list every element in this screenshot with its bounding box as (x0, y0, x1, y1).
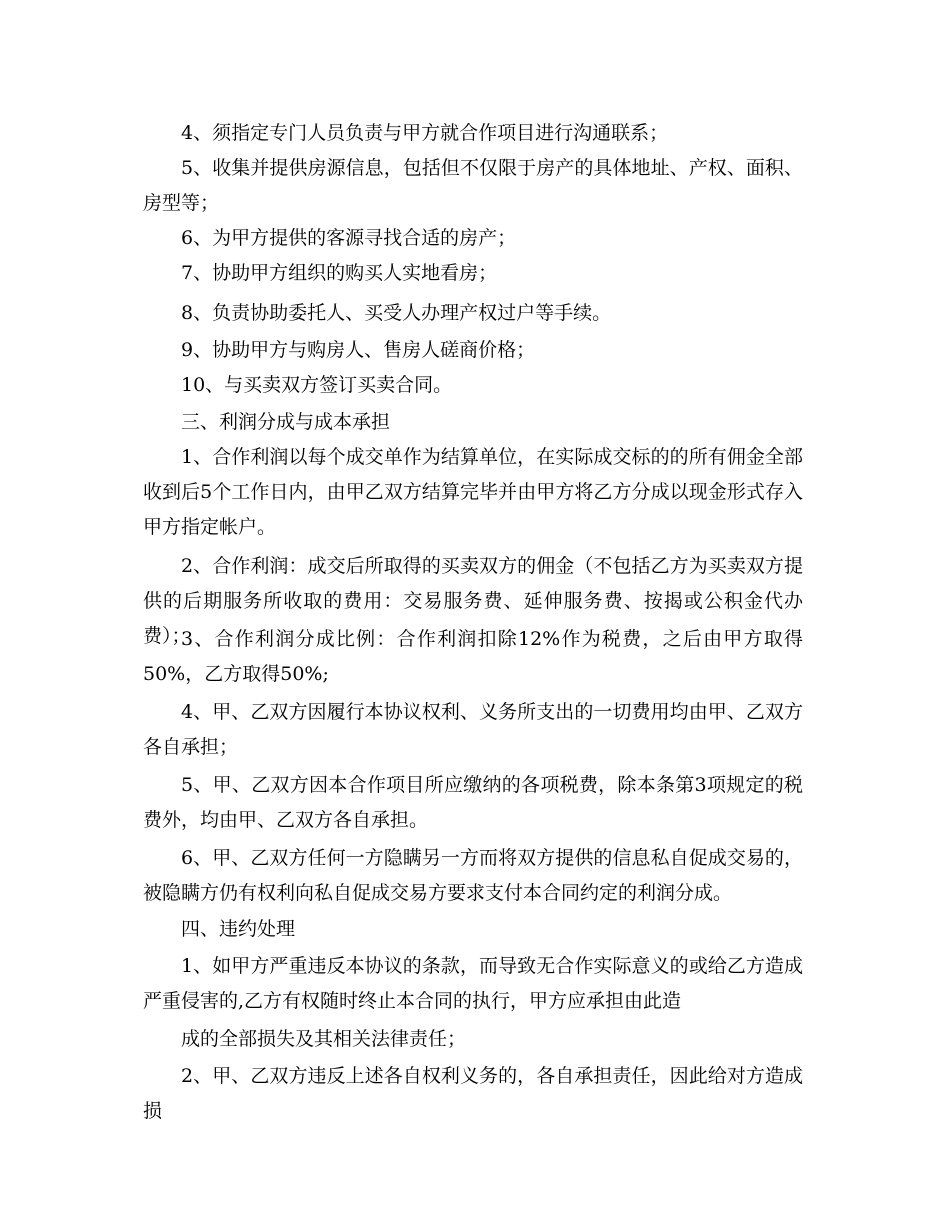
paragraph-item-6: 6、为甲方提供的客源寻找合适的房产； (181, 227, 517, 249)
paragraph-item-8: 8、负责协助委托人、买受人办理产权过户等手续。 (181, 302, 612, 324)
profit-clause-4: 4、甲、乙双方因履行本协议权利、义务所支出的一切费用均由甲、乙双方各自承担； (143, 701, 803, 758)
paragraph-item-4: 4、须指定专门人员负责与甲方就合作项目进行沟通联系； (181, 122, 669, 144)
profit-clause-5: 5、甲、乙双方因本合作项目所应缴纳的各项税费，除本条第3项规定的税费外，均由甲、乙双方各自承担。 (143, 774, 803, 831)
profit-clause-1: 1、合作利润以每个成交单作为结算单位，在实际成交标的的所有佣金全部收到后5个工作日内，由甲乙双方结算完毕并由甲方将乙方分成以现金形式存入甲方指定帐户。 (143, 446, 803, 538)
breach-clause-2: 2、甲、乙双方违反上述各自权利义务的，各自承担责任，因此给对方造成损 (143, 1065, 803, 1122)
profit-clause-2: 2、合作利润：成交后所取得的买卖双方的佣金（不包括乙方为买卖双方提供的后期服务所收取的费用：交易服务费、延伸服务费、按揭或公积金代办费）； (143, 555, 803, 647)
section-heading-breach: 四、违约处理 (181, 918, 296, 940)
profit-clause-6: 6、甲、乙双方任何一方隐瞒另一方而将双方提供的信息私自促成交易的，被隐瞒方仍有权利向私自促成交易方要求支付本合同约定的利润分成。 (143, 847, 803, 904)
section-heading-profit: 三、利润分成与成本承担 (181, 411, 391, 433)
breach-clause-1-continued: 成的全部损失及其相关法律责任； (181, 1028, 467, 1050)
breach-clause-1: 1、如甲方严重违反本协议的条款，而导致无合作实际意义的或给乙方造成严重侵害的,乙方有权随时终止本合同的执行，甲方应承担由此造 (143, 955, 803, 1012)
paragraph-item-5: 5、收集并提供房源信息，包括但不仅限于房产的具体地址、产权、面积、房型等； (143, 157, 803, 214)
paragraph-item-10: 10、与买卖双方签订买卖合同。 (181, 374, 453, 396)
paragraph-item-7: 7、协助甲方组织的购买人实地看房； (181, 262, 498, 284)
profit-clause-3: 3、合作利润分成比例：合作利润扣除12%作为税费，之后由甲方取得50%，乙方取得50%; (143, 628, 803, 685)
paragraph-item-9: 9、协助甲方与购房人、售房人磋商价格； (181, 339, 536, 361)
